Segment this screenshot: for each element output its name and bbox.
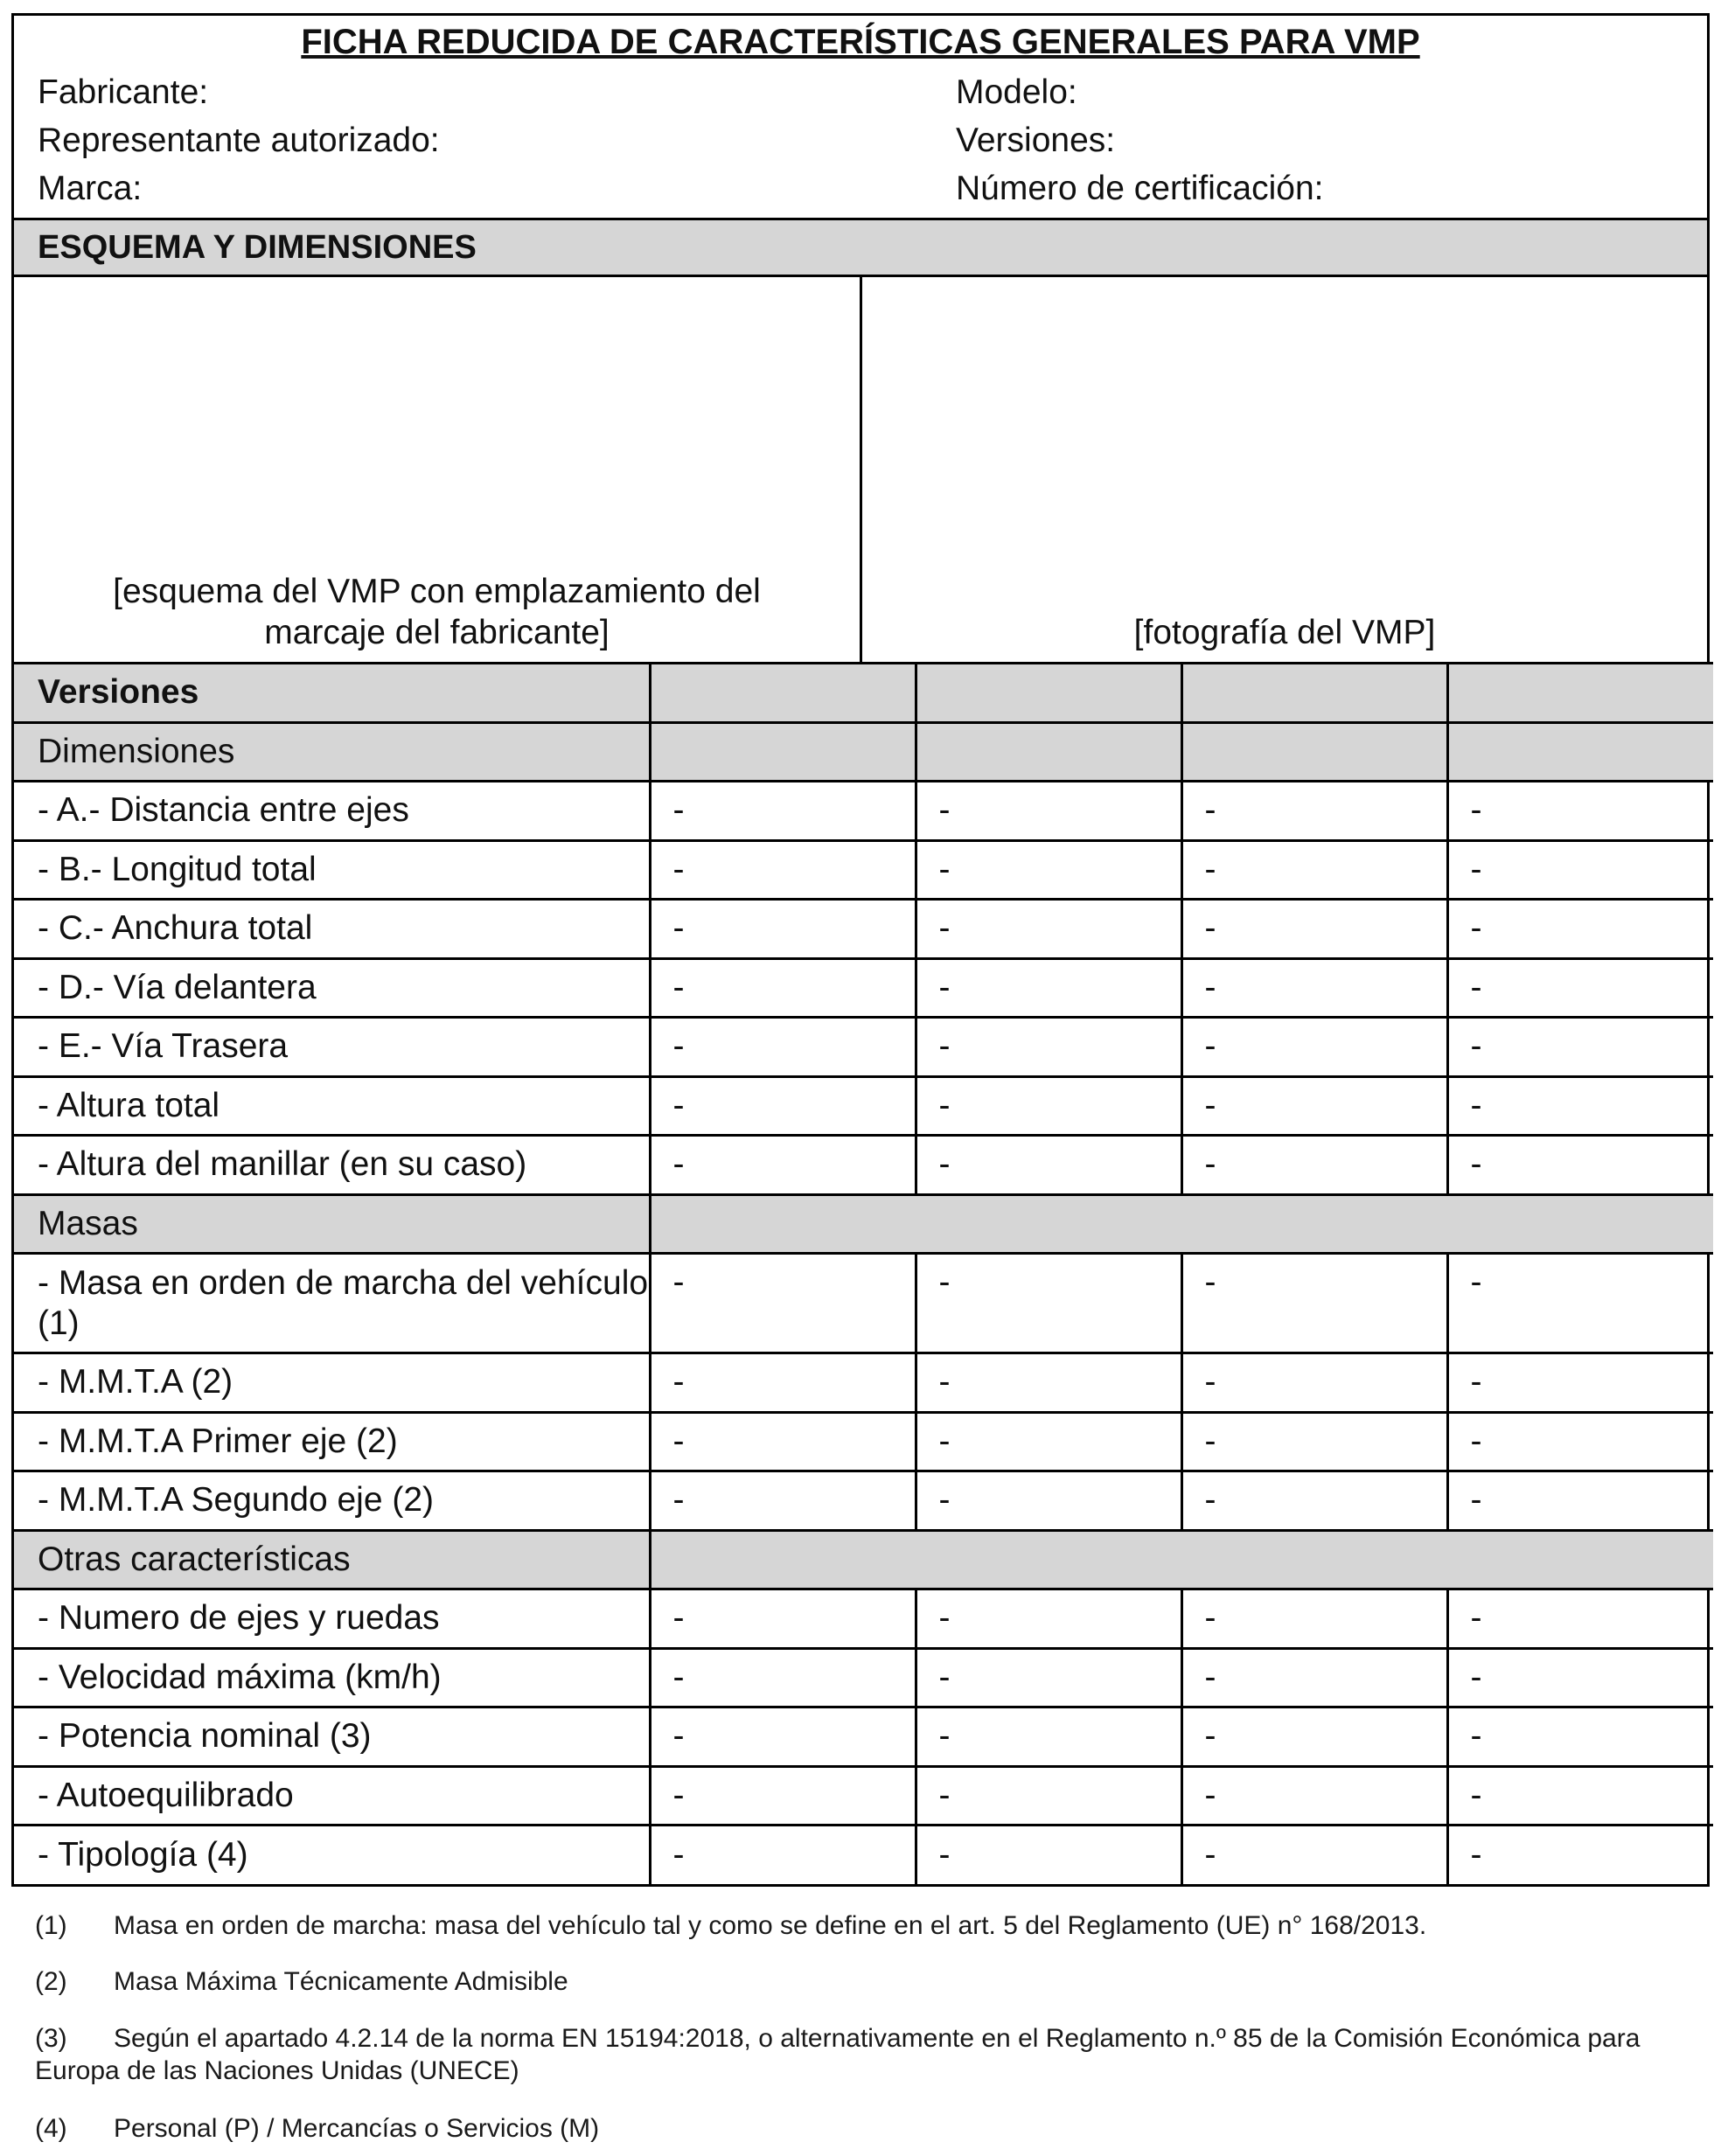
version-cell	[1181, 722, 1447, 782]
row-label: - E.- Vía Trasera	[14, 1018, 650, 1077]
fabricante-label: Fabricante:	[38, 73, 209, 111]
value-cell: -	[1181, 1648, 1447, 1707]
row-label: - Masa en orden de marcha del vehículo (1)	[14, 1254, 650, 1353]
value-cell: -	[1181, 1826, 1447, 1885]
value-cell: -	[1181, 1353, 1447, 1413]
value-cell: -	[650, 1136, 916, 1195]
table-row	[14, 1826, 1713, 1885]
table-row	[14, 1707, 1713, 1767]
row-label: - Numero de ejes y ruedas	[14, 1589, 650, 1649]
version-cell	[1447, 664, 1713, 723]
marca-label: Marca:	[38, 170, 143, 207]
footnote-1: (1) Masa en orden de marcha: masa del vehículo tal y como se define en el art. 5 del Reglamento (UE) n° 168/2013.	[35, 1911, 1427, 1940]
sheet-title: FICHA REDUCIDA DE CARACTERÍSTICAS GENERALES PARA VMP	[301, 23, 1420, 61]
version-cell	[650, 664, 916, 723]
dimensiones-row	[14, 722, 1713, 782]
table-row	[14, 1353, 1713, 1413]
value-cell: -	[1447, 958, 1713, 1018]
media-row	[14, 277, 1707, 662]
esquema-section-header: ESQUEMA Y DIMENSIONES	[14, 218, 1707, 277]
table-row	[14, 900, 1713, 959]
certificacion-label: Número de certificación:	[956, 170, 1324, 207]
value-cell: -	[1447, 1648, 1713, 1707]
row-label: - Potencia nominal (3)	[14, 1707, 650, 1767]
value-cell: -	[650, 1254, 916, 1353]
table-row	[14, 958, 1713, 1018]
value-cell: -	[916, 900, 1181, 959]
value-cell: -	[1181, 1412, 1447, 1471]
spec-sheet	[11, 13, 1710, 1887]
value-cell: -	[1447, 1076, 1713, 1136]
table-row	[14, 1136, 1713, 1195]
value-cell: -	[650, 1471, 916, 1531]
row-label: - Velocidad máxima (km/h)	[14, 1648, 650, 1707]
value-cell: -	[916, 1648, 1181, 1707]
footnote-2: (2) Masa Máxima Técnicamente Admisible	[35, 1967, 568, 1996]
value-cell: -	[650, 900, 916, 959]
value-cell: -	[916, 840, 1181, 900]
version-cell	[916, 664, 1181, 723]
table-row	[14, 1076, 1713, 1136]
value-cell: -	[916, 1412, 1181, 1471]
version-cell	[650, 722, 916, 782]
version-cell	[1447, 722, 1713, 782]
value-cell: -	[650, 1076, 916, 1136]
value-cell: -	[650, 782, 916, 841]
row-label: - Tipología (4)	[14, 1826, 650, 1885]
version-cell	[1181, 664, 1447, 723]
otras-row	[14, 1530, 1713, 1589]
value-cell: -	[916, 1589, 1181, 1649]
value-cell: -	[1181, 1254, 1447, 1353]
value-cell: -	[1181, 1018, 1447, 1077]
value-cell: -	[1447, 1826, 1713, 1885]
row-label: - C.- Anchura total	[14, 900, 650, 959]
masas-row	[14, 1194, 1713, 1254]
row-label: - Autoequilibrado	[14, 1766, 650, 1826]
versiones-row	[14, 664, 1713, 723]
value-cell: -	[1181, 840, 1447, 900]
value-cell: -	[916, 1018, 1181, 1077]
table-row	[14, 1412, 1713, 1471]
value-cell: -	[1447, 1471, 1713, 1531]
versiones-label: Versiones:	[956, 122, 1116, 159]
value-cell: -	[916, 1766, 1181, 1826]
row-label: - A.- Distancia entre ejes	[14, 782, 650, 841]
value-cell: -	[1181, 782, 1447, 841]
value-cell: -	[1447, 840, 1713, 900]
value-cell: -	[916, 1826, 1181, 1885]
row-label: - M.M.T.A (2)	[14, 1353, 650, 1413]
characteristics-table	[14, 662, 1713, 1884]
value-cell: -	[650, 1648, 916, 1707]
value-cell: -	[650, 1018, 916, 1077]
table-row	[14, 1589, 1713, 1649]
schema-caption: [esquema del VMP con emplazamiento del marcaje del fabricante]	[113, 573, 761, 651]
otras-span-cell	[650, 1530, 1713, 1589]
value-cell: -	[1181, 958, 1447, 1018]
value-cell: -	[650, 1826, 916, 1885]
representante-label: Representante autorizado:	[38, 122, 440, 159]
row-label: - M.M.T.A Segundo eje (2)	[14, 1471, 650, 1531]
value-cell: -	[916, 958, 1181, 1018]
value-cell: -	[1181, 1707, 1447, 1767]
footnote-3: (3) Según el apartado 4.2.14 de la norma EN 15194:2018, o alternativamente en el Reglamento n.º 85 de la Comisión Económica para Europa de las Naciones Unidas (UNECE)	[35, 2024, 1641, 2085]
row-label: - B.- Longitud total	[14, 840, 650, 900]
value-cell: -	[1447, 1412, 1713, 1471]
table-row	[14, 782, 1713, 841]
modelo-label: Modelo:	[956, 73, 1077, 111]
value-cell: -	[1447, 782, 1713, 841]
photo-placeholder	[862, 277, 1707, 662]
value-cell: -	[1181, 1471, 1447, 1531]
value-cell: -	[650, 1412, 916, 1471]
value-cell: -	[650, 958, 916, 1018]
value-cell: -	[1181, 1136, 1447, 1195]
value-cell: -	[1447, 1254, 1713, 1353]
masas-span-cell	[650, 1194, 1713, 1254]
row-label: - Altura del manillar (en su caso)	[14, 1136, 650, 1195]
value-cell: -	[650, 1353, 916, 1413]
value-cell: -	[916, 1136, 1181, 1195]
value-cell: -	[916, 1471, 1181, 1531]
dimensiones-header: Dimensiones	[14, 722, 650, 782]
value-cell: -	[1447, 1136, 1713, 1195]
row-label: - Altura total	[14, 1076, 650, 1136]
table-row	[14, 1254, 1713, 1353]
value-cell: -	[916, 1707, 1181, 1767]
value-cell: -	[1447, 1018, 1713, 1077]
table-row	[14, 840, 1713, 900]
footnote-4: (4) Personal (P) / Mercancías o Servicios (M)	[35, 2114, 600, 2143]
value-cell: -	[916, 1353, 1181, 1413]
header-fields	[14, 68, 1707, 218]
value-cell: -	[1181, 900, 1447, 959]
value-cell: -	[1447, 1589, 1713, 1649]
value-cell: -	[650, 840, 916, 900]
value-cell: -	[1181, 1766, 1447, 1826]
value-cell: -	[1447, 900, 1713, 959]
value-cell: -	[916, 1076, 1181, 1136]
photo-caption: [fotografía del VMP]	[1133, 614, 1436, 651]
value-cell: -	[1181, 1076, 1447, 1136]
value-cell: -	[916, 1254, 1181, 1353]
versiones-header: Versiones	[14, 664, 650, 723]
row-label: - M.M.T.A Primer eje (2)	[14, 1412, 650, 1471]
value-cell: -	[650, 1766, 916, 1826]
value-cell: -	[1181, 1589, 1447, 1649]
version-cell	[916, 722, 1181, 782]
table-row	[14, 1018, 1713, 1077]
masas-header: Masas	[14, 1194, 650, 1254]
value-cell: -	[650, 1707, 916, 1767]
value-cell: -	[1447, 1707, 1713, 1767]
row-label: - D.- Vía delantera	[14, 958, 650, 1018]
table-row	[14, 1471, 1713, 1531]
schema-placeholder	[14, 277, 862, 662]
value-cell: -	[650, 1589, 916, 1649]
value-cell: -	[1447, 1766, 1713, 1826]
value-cell: -	[1447, 1353, 1713, 1413]
otras-header: Otras características	[14, 1530, 650, 1589]
value-cell: -	[916, 782, 1181, 841]
table-row	[14, 1766, 1713, 1826]
table-row	[14, 1648, 1713, 1707]
